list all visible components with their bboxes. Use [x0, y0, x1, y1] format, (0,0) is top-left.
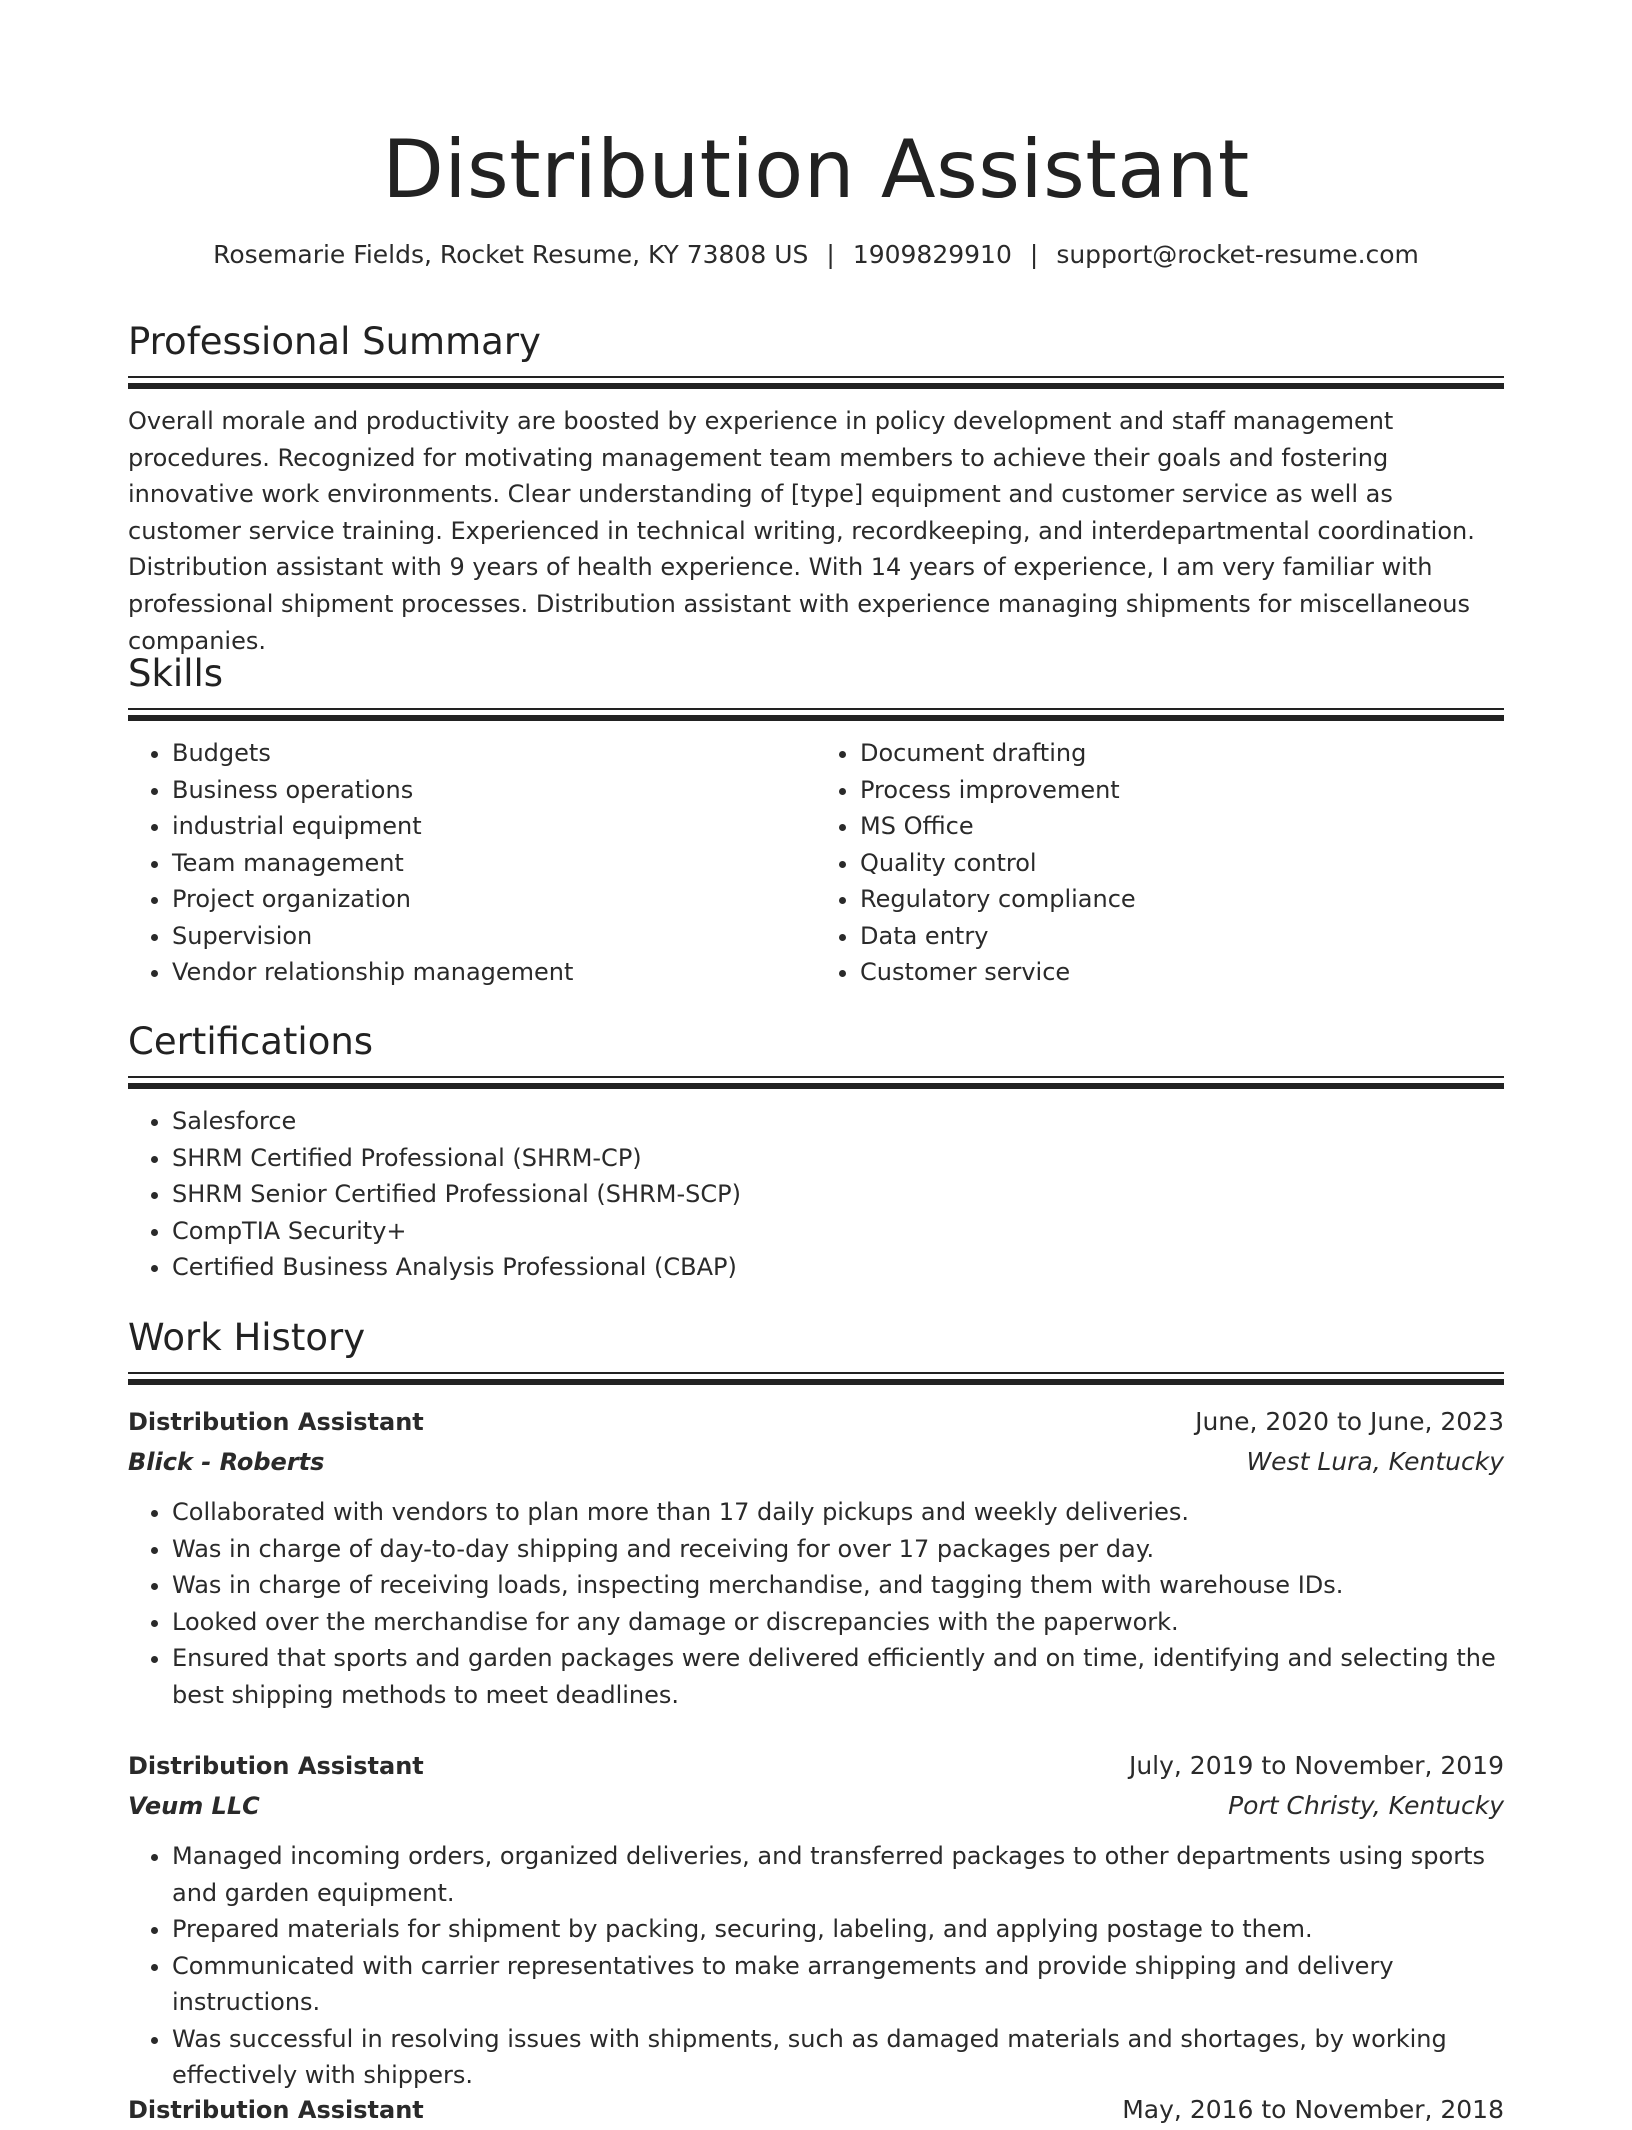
list-item: • SHRM Certified Professional (SHRM-CP) [172, 1140, 1504, 1177]
list-item: • Was successful in resolving issues with shipments, such as damaged materials and shortages, by working effectively with shippers. [172, 2021, 1504, 2094]
work-history-section [128, 1314, 1504, 1385]
certifications-section [128, 1018, 1504, 1286]
summary-section [128, 318, 1504, 659]
list-item: • Budgets [172, 735, 816, 772]
job-title: Distribution Assistant [128, 1408, 424, 1436]
job-company: Veum LLC [128, 1792, 260, 1820]
list-item: • Collaborated with vendors to plan more than 17 daily pickups and weekly deliveries. [172, 1494, 1504, 1531]
job-bullets [128, 1838, 1504, 2094]
list-item: • SHRM Senior Certified Professional (SHRM-SCP) [172, 1176, 1504, 1213]
job-company-row [128, 1786, 1504, 1826]
skills-heading: Skills [128, 652, 224, 695]
certifications-list [128, 1103, 1504, 1286]
job-dates: May, 2016 to November, 2018 [1122, 2095, 1504, 2124]
list-item: • Vendor relationship management [172, 954, 816, 991]
certifications-heading: Certifications [128, 1020, 374, 1063]
list-item: • MS Office [860, 808, 1504, 845]
list-item: • CompTIA Security+ [172, 1213, 1504, 1250]
contact-address: Rosemarie Fields, Rocket Resume, KY 73808 US [213, 240, 809, 269]
summary-heading: Professional Summary [128, 320, 541, 363]
section-divider-thick [128, 383, 1504, 389]
list-item: • Business operations [172, 772, 816, 809]
list-item: • Looked over the merchandise for any damage or discrepancies with the paperwork. [172, 1604, 1504, 1641]
list-item: • Was in charge of day-to-day shipping and receiving for over 17 packages per day. [172, 1531, 1504, 1568]
contact-phone: 1909829910 [852, 240, 1012, 269]
job-entry [128, 1402, 1504, 1713]
summary-text: Overall morale and productivity are boosted by experience in policy development and staff management procedures. Recognized for motivating management team members to achieve their goals and fostering innovative work environments. Clear understanding of [type] equipment and customer service as well as customer service training. Experienced in technical writing, recordkeeping, and interdepartmental coordination. Distribution assistant with 9 years of health experience. With 14 years of experience, I am very familiar with professional shipment processes. Distribution assistant with experience managing shipments for miscellaneous companies. [128, 407, 1475, 655]
list-item: • Managed incoming orders, organized deliveries, and transferred packages to other departments using sports and garden equipment. [172, 1838, 1504, 1911]
contact-separator: | [1029, 240, 1039, 269]
job-dates: July, 2019 to November, 2019 [1128, 1751, 1504, 1780]
job-bullets [128, 1494, 1504, 1713]
list-item: • Ensured that sports and garden packages were delivered efficiently and on time, identifying and selecting the best shipping methods to meet deadlines. [172, 1640, 1504, 1713]
job-entry [128, 2090, 1504, 2130]
job-title: Distribution Assistant [128, 1752, 424, 1780]
job-header-row [128, 2090, 1504, 2130]
list-item: • Prepared materials for shipment by packing, securing, labeling, and applying postage to them. [172, 1911, 1504, 1948]
list-item: • industrial equipment [172, 808, 816, 845]
list-item: • Certified Business Analysis Professional (CBAP) [172, 1249, 1504, 1286]
list-item: • Data entry [860, 918, 1504, 955]
section-divider-thick [128, 1379, 1504, 1385]
job-company-row [128, 1442, 1504, 1482]
resume-title: Distribution Assistant [382, 123, 1250, 216]
section-divider [128, 376, 1504, 378]
list-item: • Supervision [172, 918, 816, 955]
contact-separator: | [826, 240, 835, 269]
skills-section [128, 650, 1504, 991]
job-header-row [128, 1402, 1504, 1442]
contact-email[interactable]: support@rocket-resume.com [1056, 240, 1419, 269]
contact-line [128, 238, 1504, 272]
list-item: • Document drafting [860, 735, 1504, 772]
section-divider [128, 1076, 1504, 1078]
list-item: • Team management [172, 845, 816, 882]
list-item: • Project organization [172, 881, 816, 918]
work-history-heading: Work History [128, 1316, 366, 1359]
job-location: Port Christy, Kentucky [1228, 1791, 1504, 1820]
list-item: • Process improvement [860, 772, 1504, 809]
job-header-row [128, 1746, 1504, 1786]
section-divider [128, 708, 1504, 710]
section-divider-thick [128, 1083, 1504, 1089]
list-item: • Was in charge of receiving loads, inspecting merchandise, and tagging them with warehouse IDs. [172, 1567, 1504, 1604]
skills-list-left [128, 735, 816, 991]
job-company: Blick - Roberts [128, 1448, 325, 1476]
list-item: • Regulatory compliance [860, 881, 1504, 918]
job-title: Distribution Assistant [128, 2096, 424, 2124]
job-entry [128, 1746, 1504, 2094]
job-location: West Lura, Kentucky [1246, 1447, 1504, 1476]
section-divider [128, 1372, 1504, 1374]
list-item: • Communicated with carrier representatives to make arrangements and provide shipping and delivery instructions. [172, 1948, 1504, 2021]
list-item: • Customer service [860, 954, 1504, 991]
job-dates: June, 2020 to June, 2023 [1195, 1407, 1504, 1436]
list-item: • Quality control [860, 845, 1504, 882]
resume-page [128, 0, 1504, 2124]
skills-list-right [816, 735, 1504, 991]
list-item: • Salesforce [172, 1103, 1504, 1140]
skills-columns [128, 721, 1504, 991]
